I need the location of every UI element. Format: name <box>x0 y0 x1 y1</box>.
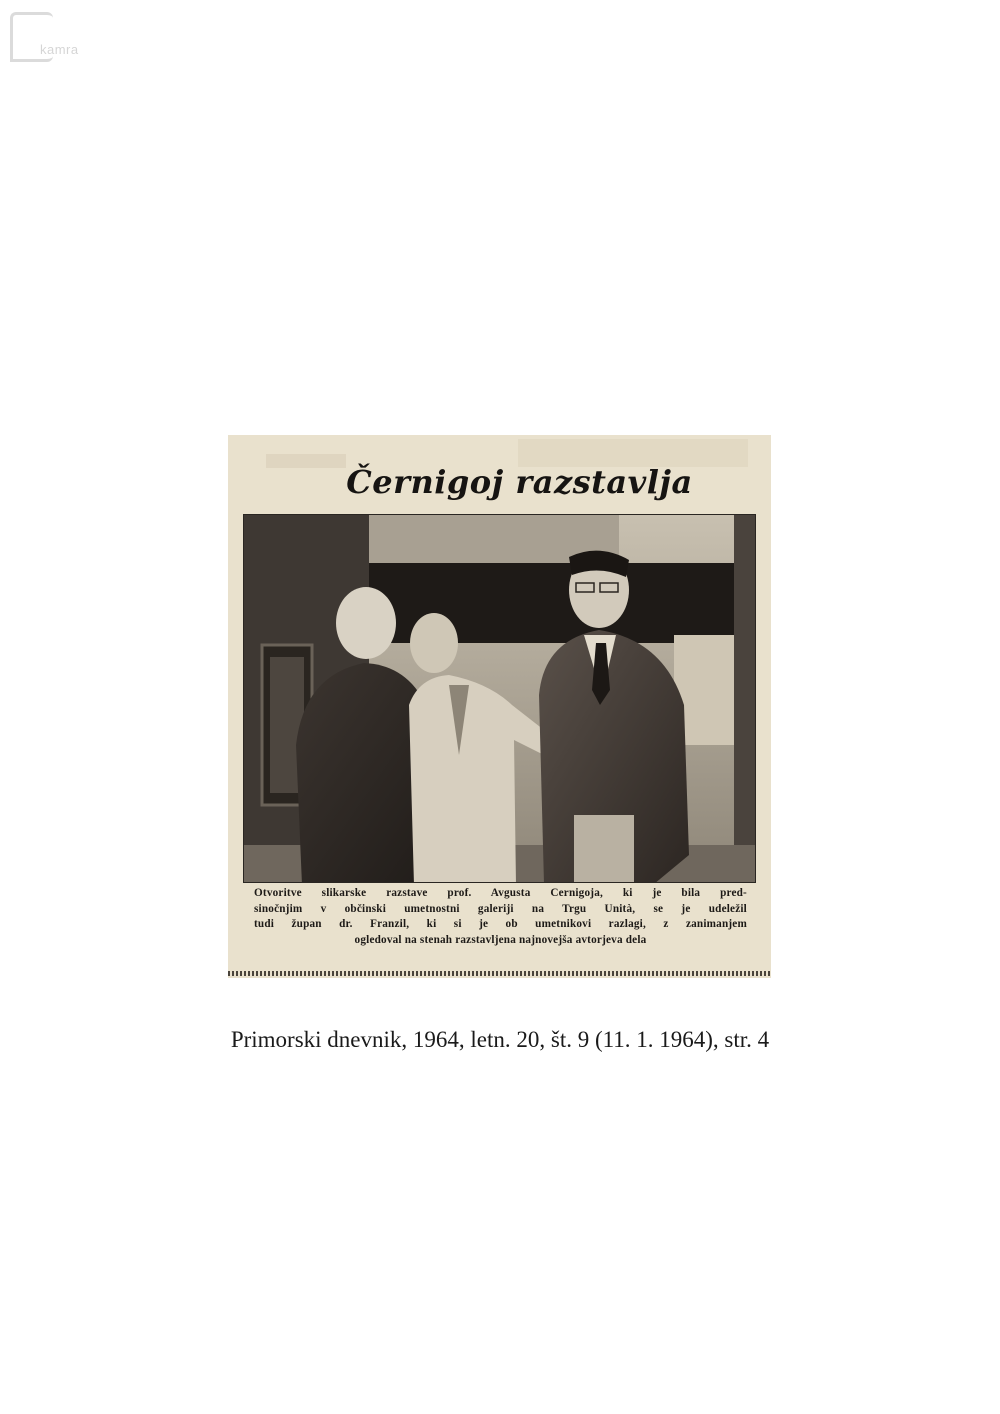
kamra-logo-text: kamra <box>40 42 79 57</box>
caption-line: sinočnjim v občinski umetnostni galeriji na Trgu Unità, se je udeležil <box>254 902 747 915</box>
kamra-logo <box>10 12 110 60</box>
news-photo <box>243 514 756 883</box>
caption-line: tudi župan dr. Franzil, ki si je ob umetnikovi razlagi, z zanimanjem <box>254 918 747 930</box>
photo-scene <box>244 515 756 883</box>
photo-caption <box>254 886 747 948</box>
clipping-bottom-rule <box>228 971 771 976</box>
caption-line: Otvoritve slikarske razstave prof. Avgusta Cernigoja, ki je bila pred- <box>254 887 747 899</box>
source-citation: Primorski dnevnik, 1964, letn. 20, št. 9 (11. 1. 1964), str. 4 <box>230 1027 770 1052</box>
clipping-headline: Černigoj razstavlja <box>346 463 693 501</box>
newspaper-clipping <box>228 435 771 978</box>
caption-line: ogledoval na stenah razstavljena najnovejša avtorjeva dela <box>354 933 647 946</box>
